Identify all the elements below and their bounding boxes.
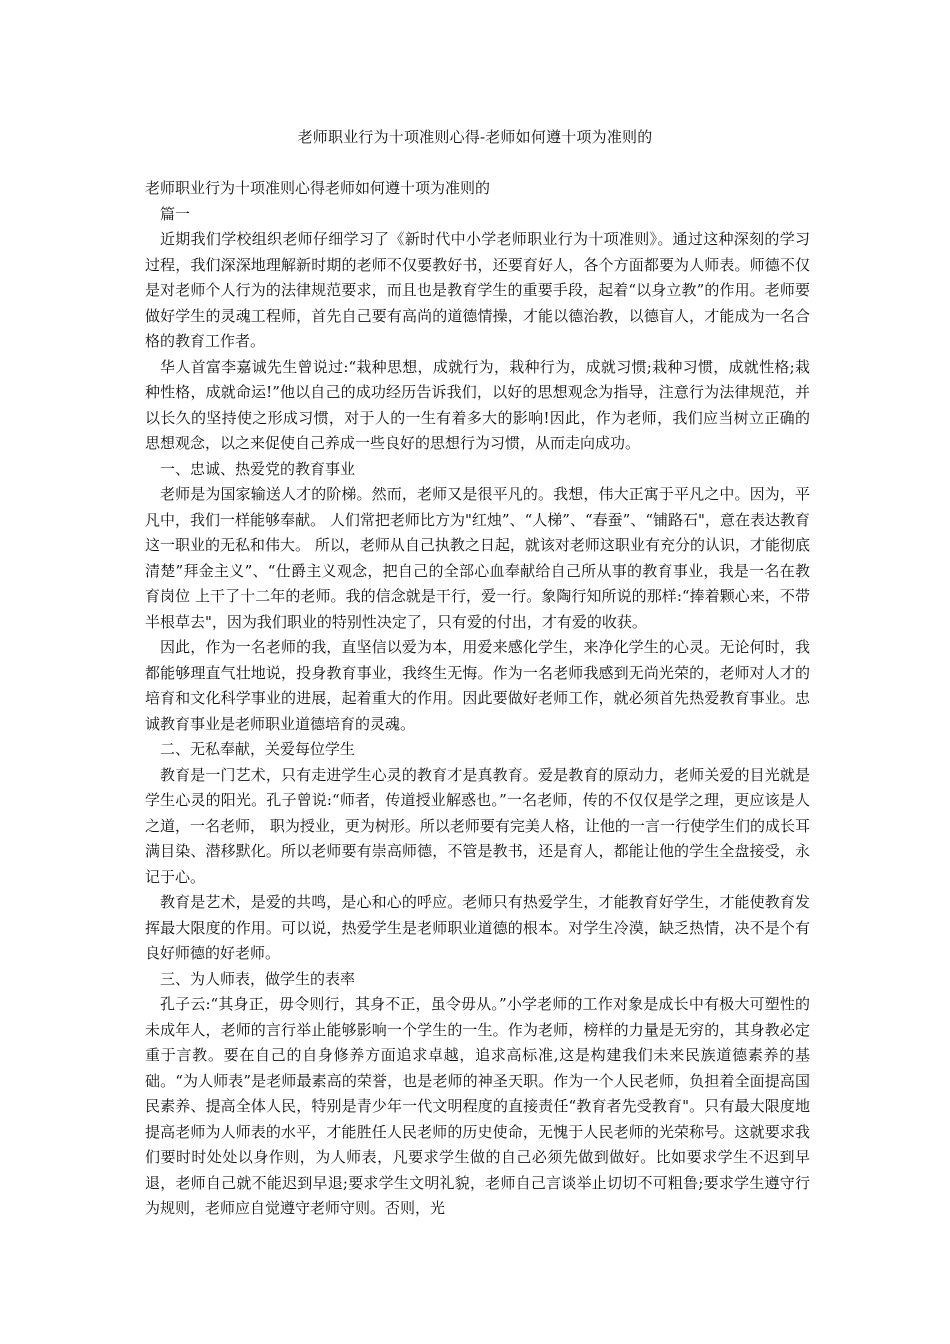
paragraph: 因此，作为一名老师的我，直坚信以爱为本，用爱来感化学生，来净化学生的心灵。无论何时，我都能够理直气壮地说，投身教育事业，我终生无悔。作为一名老师我感到无尚光荣的，老师对人才的培育和文化科学事业的进展，起着重大的作用。因此要做好老师工作，就必须首先热爱教育事业。忠诚教育事业是老师职业道德培育的灵魂。 <box>145 638 810 733</box>
section-heading: 三、为人师表，做学生的表率 <box>160 969 356 988</box>
paragraph: 老师是为国家输送人才的阶梯。然而，老师又是很平凡的。我想，伟大正寓于平凡之中。因为，平凡中，我们一样能够奉献。 人们常把老师比方为"红烛”、“人梯”、“春蚕”、“铺路石"，意在表达教育这一职业的无私和伟大。 所以，老师从自己执教之日起，就该对老师这职业有充分的认识，才能彻底清楚”拜金主义”、“仕爵主义观念，把自己的全部心血奉献给自己所从事的教育事业，我是一名在教育岗位 上干了十二年的老师。我的信念就是干行，爱一行。象陶行知所说的那样:“捧着颗心来，不带半根草去"，因为我们职业的特别性决定了，只有爱的付出，才有爱的收获。 <box>145 485 810 631</box>
section-heading: 二、无私奉献，关爱每位学生 <box>160 740 356 758</box>
paragraph: 孔子云:“其身正，毋令则行，其身不正，虽令毋从。”小学老师的工作对象是成长中有极大可塑性的未成年人，老师的言行举止能够影响一个学生的一生。作为老师，榜样的力量是无穷的，其身教必定重于言教。要在自己的自身修养方面追求卓越，追求高标准,这是构建我们未来民族道德素养的基础。“为人师表”是老师最素高的荣誉，也是老师的神圣天职。作为一个人民老师，负担着全面提高国民素养、提高全体人民，特别是青少年一代文明程度的直接责任“教育者先受教育"。只有最大限度地提高老师为人师表的水平，才能胜任人民老师的历史使命，无愧于人民老师的光荣称号。这就要求我们要时时处处以身作则，为人师表，凡要求学生做的自己必须先做到做好。比如要求学生不迟到早退，老师自己就不能迟到早退;要求学生文明礼貌，老师自己言谈举止切切不可粗鲁;要求学生遵守行为规则，老师应自觉遵守老师守则。否则，光 <box>145 995 810 1217</box>
document-subtitle: 老师职业行为十项准则心得老师如何遵十项为准则的 <box>145 179 491 197</box>
document-body <box>145 176 810 1222</box>
paragraph: 教育是一门艺术，只有走进学生心灵的教育才是真教育。爱是教育的原动力，老师关爱的目光就是学生心灵的阳光。孔子曾说:“师者，传道授业解惑也。”一名老师，传的不仅仅是学之理，更应该是人之道，一名老师， 职为授业，更为树形。所以老师要有完美人格，让他的一言一行使学生们的成长耳满目染、潜移默化。所以老师要有崇高师德，不管是教书，还是育人，都能让他的学生全盘接受，永记于心。 <box>145 765 810 886</box>
document-title: 老师职业行为十项准则心得-老师如何遵十项为准则的 <box>297 128 653 146</box>
paragraph: 教育是艺术，是爱的共鸣，是心和心的呼应。老师只有热爱学生，才能教育好学生，才能使教育发挥最大限度的作用。可以说，热爱学生是老师职业道德的根本。对学生冷漠，缺乏热情，决不是个有良好师德的好老师。 <box>145 893 810 962</box>
paragraph: 华人首富李嘉诚先生曾说过:“栽种思想，成就行为，栽种行为，成就习惯;栽种习惯，成就性格;栽种性格，成就命运!”他以自己的成功经历告诉我们，以好的思想观念为指导，注意行为法律规范，并以长久的坚持使之形成习惯，对于人的一生有着多大的影响!因此，作为老师，我们应当树立正确的思想观念，以之来促使自己养成一些良好的思想行为习惯，从而走向成功。 <box>145 357 810 452</box>
section-heading: 一、忠诚、热爱党的教育事业 <box>160 459 356 478</box>
section-label: 篇一 <box>160 204 191 223</box>
paragraph: 近期我们学校组织老师仔细学习了《新时代中小学老师职业行为十项准则》。通过这种深刻的学习过程，我们深深地理解新时期的老师不仅要教好书，还要育好人，各个方面都要为人师表。师德不仅是对老师个人行为的法律规范要求，而且也是教育学生的重要手段，起着“以身立教”的作用。老师要做好学生的灵魂工程师，首先自己要有高尚的道德情操，才能以德治教，以德盲人，才能成为一名合格的教育工作者。 <box>145 230 810 350</box>
